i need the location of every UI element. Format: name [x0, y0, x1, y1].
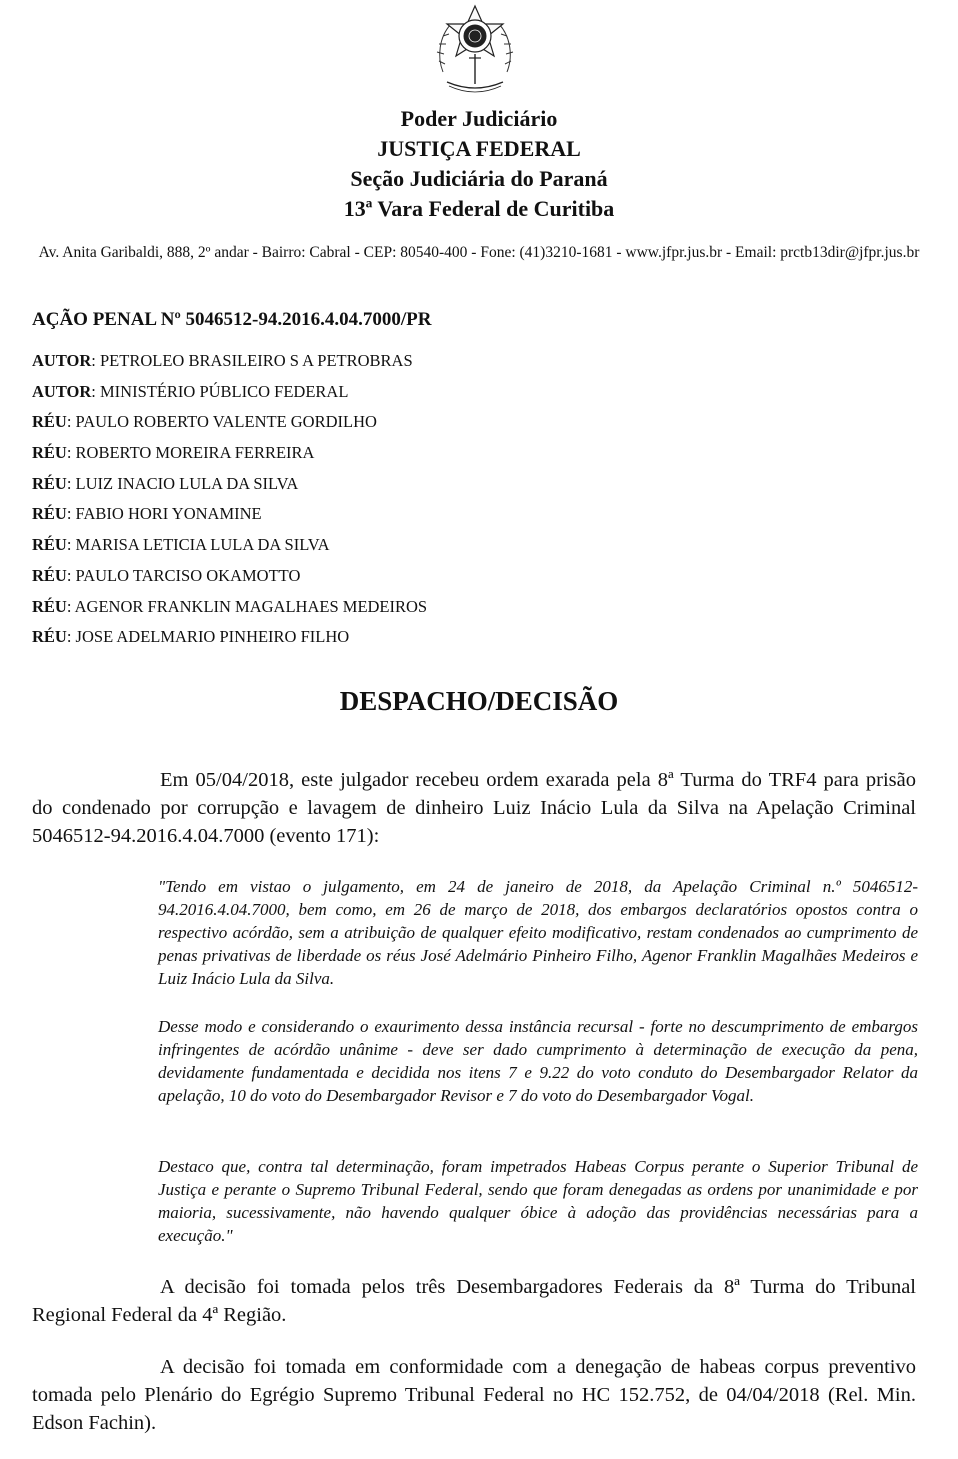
quote-paragraph-3: Destaco que, contra tal determinação, foram impetrados Habeas Corpus perante o Superior Tribunal de Justiça e perante o Supremo Tribunal Federal, sendo que foram denegadas as ordens por unanimidade e por maioria, sucessivamente, não havendo qualquer óbice à adoção das providências necessárias para a execução." [158, 1157, 918, 1245]
party-item [32, 348, 427, 379]
quote-paragraph-2: Desse modo e considerando o exaurimento dessa instância recursal - forte no descumprimento de embargos infringentes de acórdão unânime - deve ser dado cumprimento à determinação de execução da pena, devidamente fundamentada e decidida nos itens 7 e 9.22 do voto conduto do Desembargador Relator da apelação, 10 do voto do Desembargador Revisor e 7 do voto do Desembargador Vogal. [158, 1017, 918, 1105]
party-item [32, 471, 427, 502]
party-role: RÉU [32, 535, 67, 555]
party-name: : PAULO ROBERTO VALENTE GORDILHO [66, 412, 377, 432]
party-name: : PETROLEO BRASILEIRO S A PETROBRAS [91, 351, 413, 370]
quote-paragraph-1: "Tendo em vistao o julgamento, em 24 de janeiro de 2018, da Apelação Criminal n.º 5046512-94.2016.4.04.7000, bem como, em 26 de março de 2018, dos embargos declaratórios opostos contra o respectivo acórdão, sem a atribuição de qualquer efeito modificativo, restam condenados ao cumprimento de penas privativas de liberdade os réus José Adelmário Pinheiro Filho, Agenor Franklin Magalhães Medeiros e Luiz Inácio Lula da Silva. [158, 877, 918, 988]
party-role: RÉU [32, 596, 67, 616]
party-role: AUTOR [32, 351, 92, 370]
party-item [32, 379, 427, 410]
parties-list [32, 348, 427, 655]
paragraph-conformity: A decisão foi tomada em conformidade com a denegação de habeas corpus preventivo tomada pelo Plenário do Egrégio Supremo Tribunal Federal no HC 152.752, de 04/04/2018 (Rel. Min. Edson Fachin). [32, 1356, 916, 1434]
document-title: DESPACHO/DECISÃO [339, 686, 619, 716]
party-item [32, 440, 427, 471]
paragraph-intro: Em 05/04/2018, este julgador recebeu ordem exarada pela 8ª Turma do TRF4 para prisão do condenado por corrupção e lavagem de dinheiro Luiz Inácio Lula da Silva na Apelação Criminal 5046512-94.2016.4.04.7000 (evento 171): [32, 769, 916, 847]
party-item [32, 594, 427, 625]
party-name: : MARISA LETICIA LULA DA SILVA [66, 535, 330, 555]
party-role: RÉU [32, 627, 67, 647]
header-line-section: Seção Judiciária do Paraná [350, 166, 608, 191]
paragraph-decision: A decisão foi tomada pelos três Desembargadores Federais da 8ª Turma do Tribunal Regional Federal da 4ª Região. [32, 1276, 916, 1326]
institution-header [0, 104, 958, 224]
coat-of-arms-icon [433, 2, 517, 98]
party-name: : PAULO TARCISO OKAMOTTO [66, 565, 301, 585]
party-item [32, 624, 427, 655]
party-role: RÉU [32, 565, 67, 585]
party-name: : LUIZ INACIO LULA DA SILVA [66, 473, 299, 493]
party-item [32, 409, 427, 440]
party-name: : JOSE ADELMARIO PINHEIRO FILHO [66, 627, 350, 647]
header-line-judiciary: Poder Judiciário [400, 106, 558, 131]
party-item [32, 501, 427, 532]
party-role: RÉU [32, 412, 67, 432]
party-role: AUTOR [32, 381, 92, 401]
party-role: RÉU [32, 504, 67, 524]
party-name: : FABIO HORI YONAMINE [66, 504, 262, 524]
party-name: : AGENOR FRANKLIN MAGALHAES MEDEIROS [66, 596, 428, 616]
header-line-court: 13ª Vara Federal de Curitiba [343, 196, 615, 221]
case-number: AÇÃO PENAL Nº 5046512-94.2016.4.04.7000/PR [32, 309, 432, 330]
party-item [32, 532, 427, 563]
party-name: : ROBERTO MOREIRA FERREIRA [66, 443, 315, 463]
party-name: : MINISTÉRIO PÚBLICO FEDERAL [91, 381, 349, 401]
party-item [32, 563, 427, 594]
party-role: RÉU [32, 443, 67, 463]
party-role: RÉU [32, 473, 67, 493]
header-line-federal-justice: JUSTIÇA FEDERAL [377, 136, 581, 161]
court-address: Av. Anita Garibaldi, 888, 2º andar - Bairro: Cabral - CEP: 80540-400 - Fone: (41)3210-1681 - www.jfpr.jus.br - Email: prctb13dir@jfpr.jus.br [38, 244, 920, 261]
